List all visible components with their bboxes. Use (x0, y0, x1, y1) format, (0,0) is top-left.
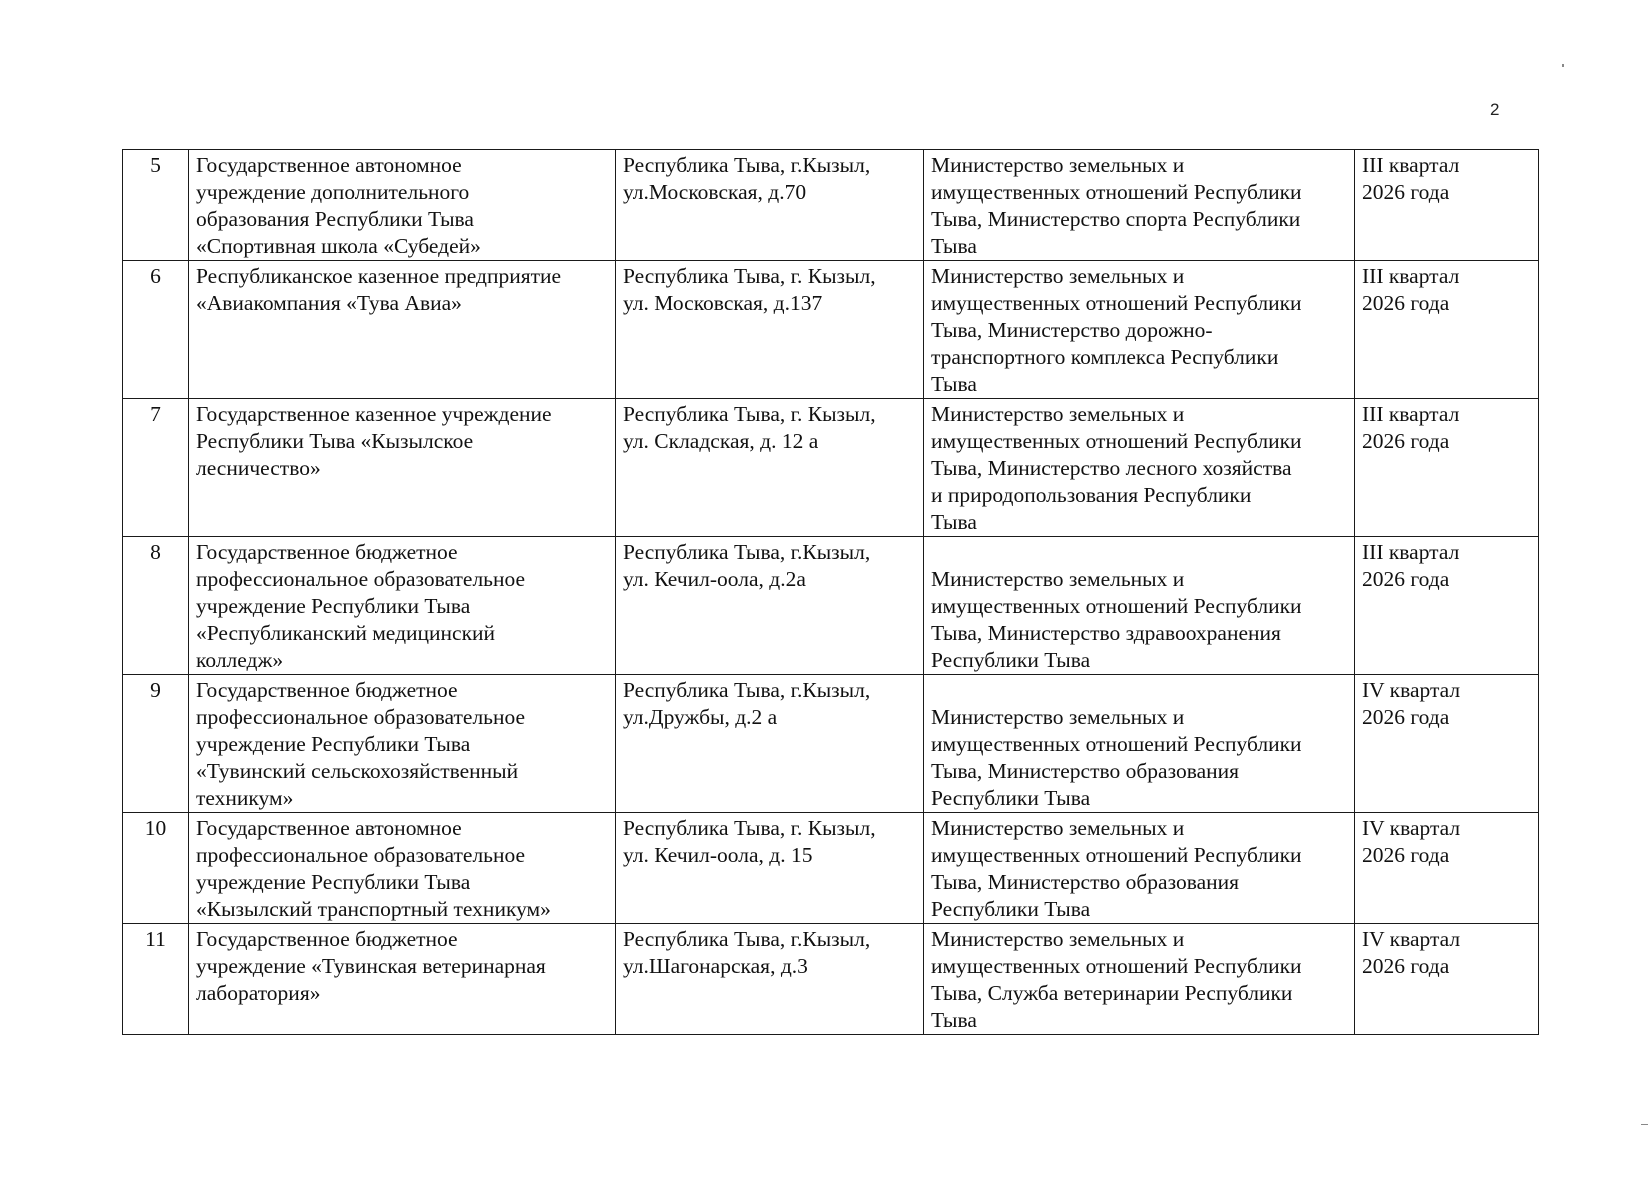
table-row (123, 675, 1539, 813)
ministry-cell (924, 150, 1355, 261)
row-number-cell (123, 150, 189, 261)
period: IV квартал 2026 года (1362, 678, 1461, 729)
table-row (123, 261, 1539, 399)
row-number: 6 (150, 264, 161, 288)
institution-name-cell (189, 675, 616, 813)
table-row (123, 813, 1539, 924)
institution-name: Республиканское казенное предприятие «Авиакомпания «Тува Авиа» (196, 264, 562, 315)
row-number: 11 (145, 927, 166, 951)
institution-name: Государственное автономное учреждение дополнительного образования Республики Тыва «Спортивная школа «Субедей» (196, 153, 481, 258)
row-number-cell (123, 675, 189, 813)
period: III квартал 2026 года (1362, 153, 1460, 204)
period-cell (1355, 261, 1539, 399)
row-number-cell (123, 537, 189, 675)
period: III квартал 2026 года (1362, 264, 1460, 315)
institution-name-cell (189, 924, 616, 1035)
ministry-cell (924, 537, 1355, 675)
institution-name-cell (189, 150, 616, 261)
ministry: Министерство земельных и имущественных отношений Республики Тыва, Служба ветеринарии Республики Тыва (931, 927, 1302, 1032)
ministry-cell (924, 924, 1355, 1035)
institutions-table (122, 149, 1539, 1035)
address-cell (616, 261, 924, 399)
address: Республика Тыва, г.Кызыл, ул.Дружбы, д.2 а (623, 678, 871, 729)
address-cell (616, 675, 924, 813)
institution-name-cell (189, 813, 616, 924)
row-number: 10 (144, 816, 167, 840)
institution-name-cell (189, 399, 616, 537)
row-number-cell (123, 399, 189, 537)
period-cell (1355, 150, 1539, 261)
ministry-cell (924, 261, 1355, 399)
ministry-cell (924, 399, 1355, 537)
period-cell (1355, 399, 1539, 537)
ministry: Министерство земельных и имущественных отношений Республики Тыва, Министерство образования Республики Тыва (931, 705, 1302, 810)
address: Республика Тыва, г.Кызыл, ул.Московская, д.70 (623, 153, 871, 204)
scan-speck (1562, 64, 1564, 67)
table-row (123, 924, 1539, 1035)
table-row (123, 150, 1539, 261)
address: Республика Тыва, г. Кызыл, ул. Кечил-оола, д. 15 (623, 816, 876, 867)
row-number-cell (123, 813, 189, 924)
ministry: Министерство земельных и имущественных отношений Республики Тыва, Министерство дорожно- транспортного комплекса Республики Тыва (931, 264, 1302, 396)
period: IV квартал 2026 года (1362, 927, 1461, 978)
address-cell (616, 537, 924, 675)
row-number: 7 (150, 402, 161, 426)
institution-name: Государственное бюджетное профессиональное образовательное учреждение Республики Тыва «Тувинский сельскохозяйственный техникум» (196, 678, 526, 810)
period: III квартал 2026 года (1362, 540, 1460, 591)
institution-name: Государственное бюджетное учреждение «Тувинская ветеринарная лаборатория» (196, 927, 546, 1005)
ministry: Министерство земельных и имущественных отношений Республики Тыва, Министерство образования Республики Тыва (931, 816, 1302, 921)
row-number: 9 (150, 678, 161, 702)
institution-name: Государственное автономное профессиональное образовательное учреждение Республики Тыва «Кызылский транспортный техникум» (196, 816, 551, 921)
institution-name-cell (189, 537, 616, 675)
period: IV квартал 2026 года (1362, 816, 1461, 867)
ministry: Министерство земельных и имущественных отношений Республики Тыва, Министерство спорта Республики Тыва (931, 153, 1302, 258)
row-number: 8 (150, 540, 161, 564)
address-cell (616, 813, 924, 924)
ministry: Министерство земельных и имущественных отношений Республики Тыва, Министерство здравоохранения Республики Тыва (931, 567, 1302, 672)
address: Республика Тыва, г.Кызыл, ул.Шагонарская, д.3 (623, 927, 871, 978)
institution-name-cell (189, 261, 616, 399)
row-number-cell (123, 261, 189, 399)
period-cell (1355, 813, 1539, 924)
institution-name: Государственное казенное учреждение Республики Тыва «Кызылское лесничество» (196, 402, 552, 480)
row-number: 5 (150, 153, 161, 177)
address: Республика Тыва, г. Кызыл, ул. Московская, д.137 (623, 264, 876, 315)
address: Республика Тыва, г.Кызыл, ул. Кечил-оола, д.2а (623, 540, 871, 591)
row-number-cell (123, 924, 189, 1035)
page-number: 2 (1490, 100, 1500, 119)
ministry-cell (924, 813, 1355, 924)
address: Республика Тыва, г. Кызыл, ул. Складская, д. 12 а (623, 402, 876, 453)
scan-speck (1641, 1124, 1648, 1125)
address-cell (616, 150, 924, 261)
institution-name: Государственное бюджетное профессиональное образовательное учреждение Республики Тыва «Республиканский медицинский колледж» (196, 540, 526, 672)
address-cell (616, 924, 924, 1035)
ministry-cell (924, 675, 1355, 813)
address-cell (616, 399, 924, 537)
ministry: Министерство земельных и имущественных отношений Республики Тыва, Министерство лесного хозяйства и природопользования Республики Тыва (931, 402, 1302, 534)
period-cell (1355, 537, 1539, 675)
table-row (123, 399, 1539, 537)
table-row (123, 537, 1539, 675)
period-cell (1355, 675, 1539, 813)
period: III квартал 2026 года (1362, 402, 1460, 453)
period-cell (1355, 924, 1539, 1035)
